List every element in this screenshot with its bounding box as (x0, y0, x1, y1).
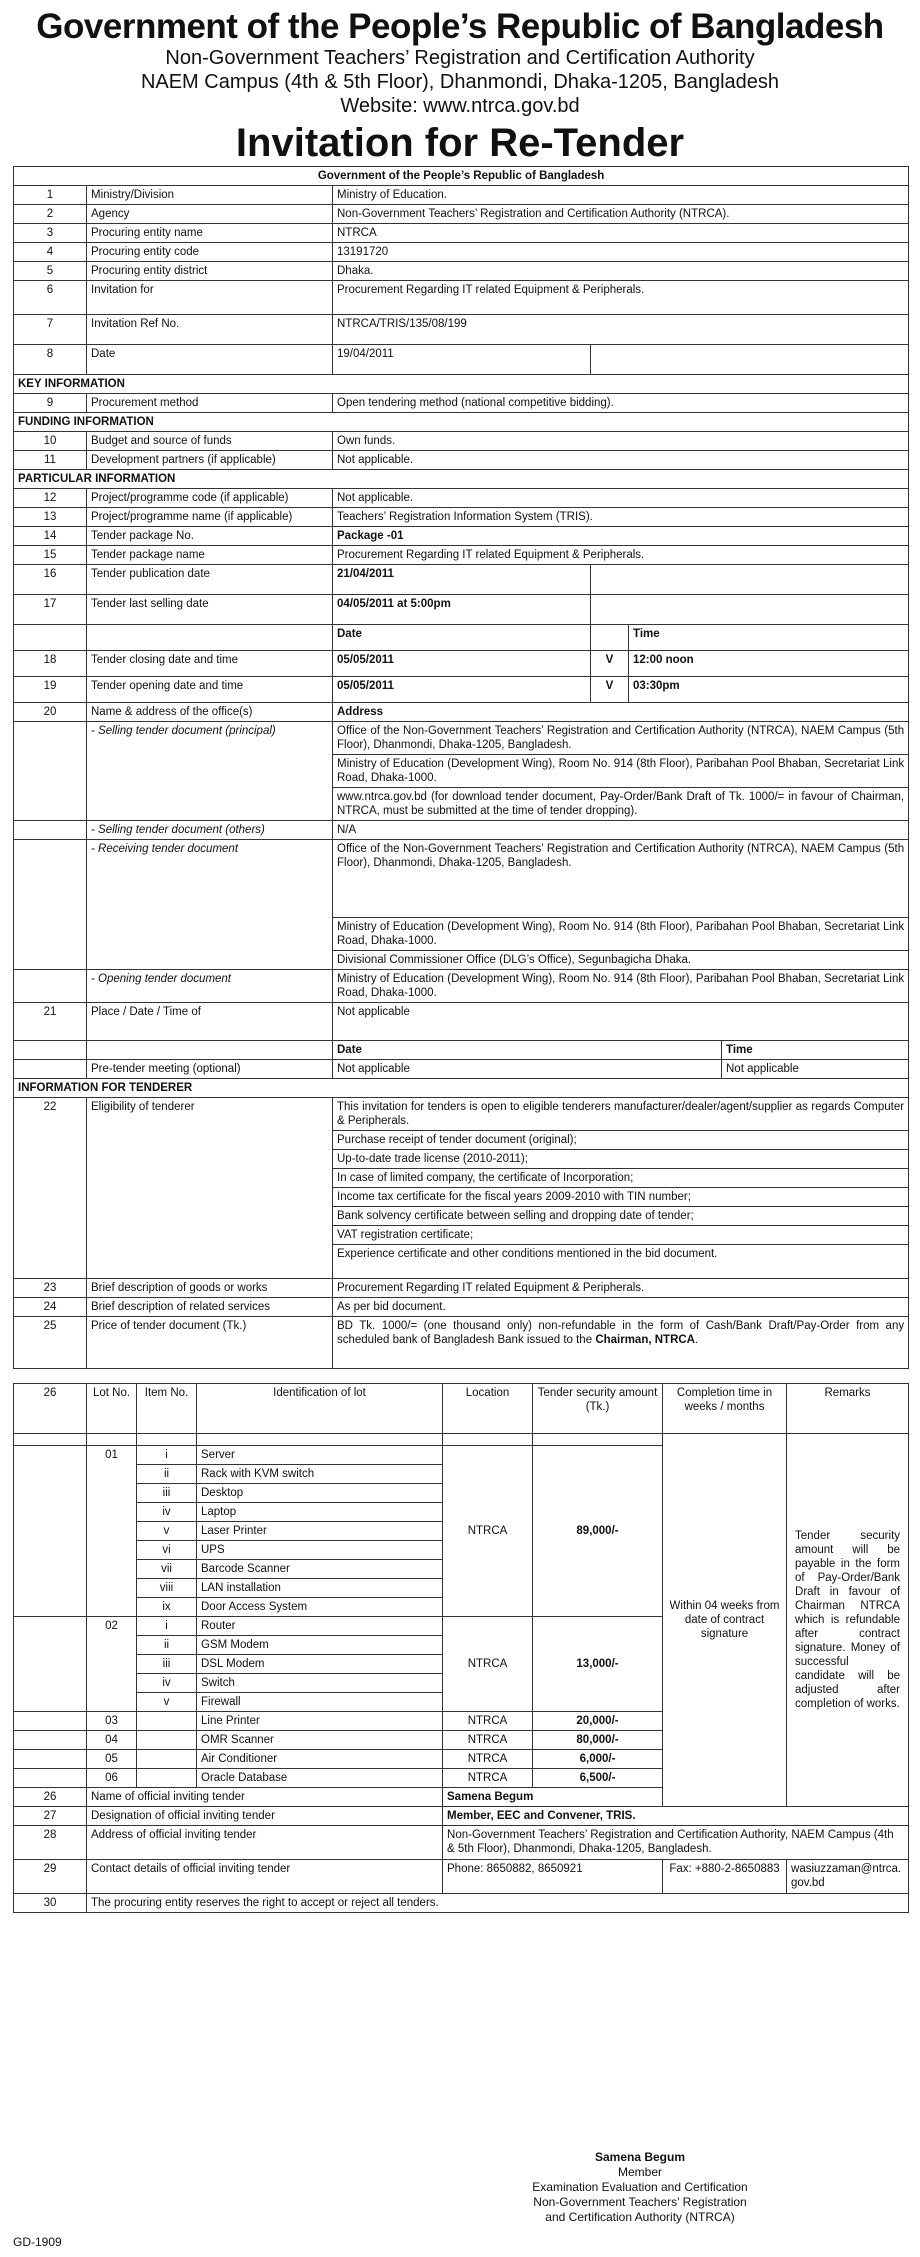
table-cell: 5 (14, 262, 87, 281)
table-cell: Brief description of goods or works (87, 1279, 333, 1298)
table-cell: Package -01 (333, 527, 909, 546)
table-cell: vi (137, 1541, 197, 1560)
table-cell: Project/programme code (if applicable) (87, 489, 333, 508)
table-cell: 24 (14, 1298, 87, 1317)
table-row (14, 625, 909, 651)
table-cell: Tender closing date and time (87, 651, 333, 677)
table-cell: 13191720 (333, 243, 909, 262)
table-row (14, 595, 909, 625)
table-cell: Brief description of related services (87, 1298, 333, 1317)
table-cell: Procuring entity code (87, 243, 333, 262)
table-cell: - Receiving tender document (87, 840, 333, 970)
table-cell: Dhaka. (333, 262, 909, 281)
table-cell (14, 1060, 87, 1079)
table-row (14, 1003, 909, 1041)
table-row (14, 1894, 909, 1913)
table-cell: iv (137, 1674, 197, 1693)
table-cell: Date (87, 345, 333, 375)
table-cell: 10 (14, 432, 87, 451)
table-cell (137, 1769, 197, 1788)
table-cell: 18 (14, 651, 87, 677)
table-cell: viii (137, 1579, 197, 1598)
table-cell: LAN installation (197, 1579, 443, 1598)
table-cell: NTRCA (443, 1769, 533, 1788)
table-cell (137, 1731, 197, 1750)
table-cell: 8 (14, 345, 87, 375)
table-row (14, 489, 909, 508)
table-cell: 12 (14, 489, 87, 508)
table-cell: 26 (14, 1788, 87, 1807)
table-cell: 23 (14, 1279, 87, 1298)
table-cell: 19 (14, 677, 87, 703)
table-cell: Up-to-date trade license (2010-2011); (333, 1150, 909, 1169)
table-cell (14, 821, 87, 840)
table-cell: Contact details of official inviting tender (87, 1860, 443, 1894)
table-cell: 02 (87, 1617, 137, 1712)
table-cell: Server (197, 1446, 443, 1465)
table-row (14, 565, 909, 595)
table-cell: Open tendering method (national competitive bidding). (333, 394, 909, 413)
signatory-name: Samena Begum (594, 2150, 686, 2164)
table-cell: www.ntrca.gov.bd (for download tender document, Pay-Order/Bank Draft of Tk. 1000/= in favour of Chairman, NTRCA, must be submitted at the time of tender dropping). (333, 788, 909, 821)
table-cell: 01 (87, 1446, 137, 1617)
table-cell: 7 (14, 315, 87, 345)
table-cell: Time (722, 1041, 909, 1060)
table-row (14, 703, 909, 722)
table-cell: 29 (14, 1860, 87, 1894)
table-row (14, 1384, 909, 1434)
notice-title: Invitation for Re-Tender (235, 121, 685, 165)
table-cell (14, 1731, 87, 1750)
table-cell: The procuring entity reserves the right to accept or reject all tenders. (87, 1894, 909, 1913)
table-cell: Agency (87, 205, 333, 224)
table-cell: Non-Government Teachers’ Registration and Certification Authority, NAEM Campus (4th & 5th Floor), Dhanmondi, Dhaka-1205, Bangladesh. (443, 1826, 909, 1860)
table-cell: OMR Scanner (197, 1731, 443, 1750)
table-row (14, 262, 909, 281)
table-cell: Procurement Regarding IT related Equipment & Peripherals. (333, 1279, 909, 1298)
table-cell: Address of official inviting tender (87, 1826, 443, 1860)
table-cell: Development partners (if applicable) (87, 451, 333, 470)
table-cell: Oracle Database (197, 1769, 443, 1788)
authority-name: Non-Government Teachers’ Registration and Certification Authority (165, 47, 755, 69)
table-cell: 27 (14, 1807, 87, 1826)
table-cell: ii (137, 1465, 197, 1484)
table-cell: V (591, 651, 629, 677)
signature-block: Samena Begum Member Examination Evaluation and Certification Non-Government Teachers’ Registration and Certification Authority (NTRCA) (520, 2150, 760, 2225)
table-cell: 4 (14, 243, 87, 262)
table-row (14, 205, 909, 224)
table-cell (137, 1750, 197, 1769)
table-cell (14, 840, 87, 970)
table-cell: Line Printer (197, 1712, 443, 1731)
table-cell (14, 625, 87, 651)
table-cell: Not applicable. (333, 489, 909, 508)
table-row (14, 315, 909, 345)
table-row (14, 840, 909, 918)
table-row (14, 451, 909, 470)
table-cell: Not applicable. (333, 451, 909, 470)
table-cell: VAT registration certificate; (333, 1226, 909, 1245)
table-cell: 13 (14, 508, 87, 527)
table-cell: Bank solvency certificate between selling and dropping date of tender; (333, 1207, 909, 1226)
table-cell: 11 (14, 451, 87, 470)
table-cell: Ministry/Division (87, 186, 333, 205)
table-cell: ii (137, 1636, 197, 1655)
notice-header (0, 0, 920, 166)
table-cell: UPS (197, 1541, 443, 1560)
table-row (14, 394, 909, 413)
table-cell: 1 (14, 186, 87, 205)
table-cell: Eligibility of tenderer (87, 1098, 333, 1279)
table-cell (14, 1750, 87, 1769)
table-cell: 20,000/- (533, 1712, 663, 1731)
table-cell: Pre-tender meeting (optional) (87, 1060, 333, 1079)
table-cell: Date (333, 1041, 722, 1060)
table-cell: 03:30pm (629, 677, 909, 703)
table-cell: Rack with KVM switch (197, 1465, 443, 1484)
table-row (14, 1434, 909, 1446)
table-cell: Firewall (197, 1693, 443, 1712)
table-cell: Router (197, 1617, 443, 1636)
table-row (14, 1279, 909, 1298)
table-cell: Phone: 8650882, 8650921 (443, 1860, 663, 1894)
table-cell: Procurement Regarding IT related Equipment & Peripherals. (333, 546, 909, 565)
table-cell: Not applicable (333, 1003, 909, 1041)
table-cell: 2 (14, 205, 87, 224)
table-row (14, 1317, 909, 1369)
table-cell: Teachers’ Registration Information System (TRIS). (333, 508, 909, 527)
table-cell: iii (137, 1484, 197, 1503)
lots-table (13, 1383, 909, 1913)
table-cell: v (137, 1522, 197, 1541)
table-cell: v (137, 1693, 197, 1712)
table-cell: - Selling tender document (others) (87, 821, 333, 840)
table-row (14, 1041, 909, 1060)
table-cell: Place / Date / Time of (87, 1003, 333, 1041)
table-cell: Item No. (137, 1384, 197, 1434)
table-row (14, 167, 909, 186)
table-cell: 04/05/2011 at 5:00pm (333, 595, 591, 625)
table-cell: Air Conditioner (197, 1750, 443, 1769)
tender-table (13, 166, 909, 1369)
table-cell: Income tax certificate for the fiscal years 2009-2010 with TIN number; (333, 1188, 909, 1207)
table-cell: Lot No. (87, 1384, 137, 1434)
table-cell (137, 1712, 197, 1731)
table-cell (533, 1434, 663, 1446)
table-cell: ix (137, 1598, 197, 1617)
table-cell: Fax: +880-2-8650883 (663, 1860, 787, 1894)
table-cell: Desktop (197, 1484, 443, 1503)
table-cell: Time (629, 625, 909, 651)
table-cell: 16 (14, 565, 87, 595)
table-cell: Laser Printer (197, 1522, 443, 1541)
table-cell (591, 565, 909, 595)
table-row (14, 1060, 909, 1079)
table-cell: 17 (14, 595, 87, 625)
table-cell: NTRCA (443, 1731, 533, 1750)
table-cell: 28 (14, 1826, 87, 1860)
table-cell: 30 (14, 1894, 87, 1913)
table-cell: Non-Government Teachers’ Registration and Certification Authority (NTRCA). (333, 205, 909, 224)
table-cell (14, 1434, 87, 1446)
table-cell: 03 (87, 1712, 137, 1731)
section-title: FUNDING INFORMATION (14, 413, 909, 432)
table-cell: 21/04/2011 (333, 565, 591, 595)
table-cell (14, 1712, 87, 1731)
table-row (14, 1826, 909, 1860)
table-cell (87, 1041, 333, 1060)
table-row (14, 186, 909, 205)
table-cell: Budget and source of funds (87, 432, 333, 451)
table-cell: Tender security amount will be payable in the form of Pay-Order/Bank Draft in favour of Chairman NTRCA which is refundable after contract signature. Money of successful candidate will be adjusted after completion of works. (787, 1434, 909, 1807)
table-cell: This invitation for tenders is open to eligible tenderers manufacturer/dealer/agent/supplier as regards Computer & Peripherals. (333, 1098, 909, 1131)
table-cell: Office of the Non-Government Teachers’ Registration and Certification Authority (NTRCA), NAEM Campus (5th Floor), Dhanmondi, Dhaka-1205, Bangladesh. (333, 840, 909, 918)
table-row (14, 345, 909, 375)
table-row (14, 970, 909, 1003)
table-cell (591, 625, 629, 651)
table-cell: Office of the Non-Government Teachers’ Registration and Certification Authority (NTRCA), NAEM Campus (5th Floor), Dhanmondi, Dhaka-1205, Bangladesh. (333, 722, 909, 755)
table-cell: Ministry of Education (Development Wing), Room No. 914 (8th Floor), Paribahan Pool Bhaban, Secretariat Link Road, Dhaka-1000. (333, 755, 909, 788)
table-cell: Tender last selling date (87, 595, 333, 625)
table-cell: As per bid document. (333, 1298, 909, 1317)
table-cell: 15 (14, 546, 87, 565)
table-cell: Tender package name (87, 546, 333, 565)
table-cell (14, 1041, 87, 1060)
table-cell: 6,500/- (533, 1769, 663, 1788)
table-row (14, 821, 909, 840)
table-cell: Name & address of the office(s) (87, 703, 333, 722)
table-cell: Remarks (787, 1384, 909, 1434)
table-cell: NTRCA (443, 1617, 533, 1712)
table-cell: vii (137, 1560, 197, 1579)
table-cell: 25 (14, 1317, 87, 1369)
table-cell: Member, EEC and Convener, TRIS. (443, 1807, 909, 1826)
table-cell: V (591, 677, 629, 703)
table-caption: Government of the People’s Republic of Bangladesh (14, 167, 909, 186)
table-row (14, 1788, 909, 1807)
table-row (14, 432, 909, 451)
table-row (14, 546, 909, 565)
table-row (14, 243, 909, 262)
table-cell: Completion time in weeks / months (663, 1384, 787, 1434)
table-cell: Project/programme name (if applicable) (87, 508, 333, 527)
table-cell: wasiuzzaman@ntrca.gov.bd (787, 1860, 909, 1894)
table-cell: Tender opening date and time (87, 677, 333, 703)
table-cell: 05/05/2011 (333, 677, 591, 703)
table-row (14, 1860, 909, 1894)
table-cell: 3 (14, 224, 87, 243)
table-cell: Price of tender document (Tk.) (87, 1317, 333, 1369)
table-cell: In case of limited company, the certificate of Incorporation; (333, 1169, 909, 1188)
table-cell: NTRCA/TRIS/135/08/199 (333, 315, 909, 345)
table-cell: Tender security amount (Tk.) (533, 1384, 663, 1434)
table-cell: 06 (87, 1769, 137, 1788)
table-cell: NTRCA (333, 224, 909, 243)
table-cell: Date (333, 625, 591, 651)
table-cell: 26 (14, 1384, 87, 1434)
table-cell: 19/04/2011 (333, 345, 591, 375)
table-cell: Procurement Regarding IT related Equipment & Peripherals. (333, 281, 909, 315)
authority-address: NAEM Campus (4th & 5th Floor), Dhanmondi, Dhaka-1205, Bangladesh (140, 71, 780, 93)
table-cell: 6,000/- (533, 1750, 663, 1769)
table-row (14, 1098, 909, 1131)
table-row (14, 651, 909, 677)
table-cell: Divisional Commissioner Office (DLG’s Office), Segunbagicha Dhaka. (333, 951, 909, 970)
table-cell (14, 1617, 87, 1712)
table-cell (137, 1434, 197, 1446)
table-cell: Designation of official inviting tender (87, 1807, 443, 1826)
table-cell (87, 1434, 137, 1446)
table-cell: Tender package No. (87, 527, 333, 546)
section-title: KEY INFORMATION (14, 375, 909, 394)
table-cell: - Selling tender document (principal) (87, 722, 333, 821)
table-cell: 9 (14, 394, 87, 413)
table-cell: Location (443, 1384, 533, 1434)
table-cell: Own funds. (333, 432, 909, 451)
table-cell: Tender publication date (87, 565, 333, 595)
table-cell: Experience certificate and other conditions mentioned in the bid document. (333, 1245, 909, 1279)
table-cell (197, 1434, 443, 1446)
table-cell: Invitation for (87, 281, 333, 315)
table-row (14, 722, 909, 755)
table-cell: 21 (14, 1003, 87, 1041)
table-cell: N/A (333, 821, 909, 840)
table-row (14, 527, 909, 546)
table-cell: i (137, 1617, 197, 1636)
table-cell: Not applicable (333, 1060, 722, 1079)
table-cell: 14 (14, 527, 87, 546)
table-cell (87, 625, 333, 651)
table-cell: Identification of lot (197, 1384, 443, 1434)
country-heading: Government of the People’s Republic of Bangladesh (36, 7, 884, 46)
table-cell: Ministry of Education. (333, 186, 909, 205)
table-cell: Invitation Ref No. (87, 315, 333, 345)
table-cell: Ministry of Education (Development Wing), Room No. 914 (8th Floor), Paribahan Pool Bhaban, Secretariat Link Road, Dhaka-1000. (333, 918, 909, 951)
table-row (14, 508, 909, 527)
table-cell: 12:00 noon (629, 651, 909, 677)
table-row (14, 677, 909, 703)
table-cell: GSM Modem (197, 1636, 443, 1655)
table-cell: Not applicable (722, 1060, 909, 1079)
table-cell: Door Access System (197, 1598, 443, 1617)
table-cell: Procurement method (87, 394, 333, 413)
table-cell: 6 (14, 281, 87, 315)
table-cell: Name of official inviting tender (87, 1788, 443, 1807)
table-cell (14, 1446, 87, 1617)
table-cell: - Opening tender document (87, 970, 333, 1003)
table-cell: NTRCA (443, 1712, 533, 1731)
table-row (14, 281, 909, 315)
table-cell: iv (137, 1503, 197, 1522)
table-cell: BD Tk. 1000/= (one thousand only) non-refundable in the form of Cash/Bank Draft/Pay-Order from any scheduled bank of Bangladesh Bank issued to the Chairman, NTRCA. (333, 1317, 909, 1369)
table-cell: iii (137, 1655, 197, 1674)
ad-code: GD-1909 (13, 2235, 62, 2249)
table-row (14, 470, 909, 489)
table-cell: Barcode Scanner (197, 1560, 443, 1579)
table-cell: Within 04 weeks from date of contract signature (663, 1434, 787, 1807)
table-cell (591, 595, 909, 625)
table-cell: Purchase receipt of tender document (original); (333, 1131, 909, 1150)
table-row (14, 1298, 909, 1317)
table-cell: 05 (87, 1750, 137, 1769)
table-row (14, 375, 909, 394)
section-title: PARTICULAR INFORMATION (14, 470, 909, 489)
table-cell (14, 722, 87, 821)
table-cell: 13,000/- (533, 1617, 663, 1712)
table-cell (591, 345, 909, 375)
table-cell: 05/05/2011 (333, 651, 591, 677)
table-cell: i (137, 1446, 197, 1465)
table-cell: Switch (197, 1674, 443, 1693)
table-cell: Ministry of Education (Development Wing), Room No. 914 (8th Floor), Paribahan Pool Bhaban, Secretariat Link Road, Dhaka-1000. (333, 970, 909, 1003)
table-row (14, 1807, 909, 1826)
section-title: INFORMATION FOR TENDERER (14, 1079, 909, 1098)
website: Website: www.ntrca.gov.bd (340, 95, 580, 117)
table-cell: NTRCA (443, 1750, 533, 1769)
table-cell (14, 1769, 87, 1788)
table-cell: Samena Begum (443, 1788, 909, 1807)
table-row (14, 413, 909, 432)
table-cell: 89,000/- (533, 1446, 663, 1617)
table-cell: Procuring entity name (87, 224, 333, 243)
table-cell: 22 (14, 1098, 87, 1279)
table-row (14, 224, 909, 243)
table-cell: Address (333, 703, 909, 722)
table-cell (443, 1434, 533, 1446)
table-cell: Laptop (197, 1503, 443, 1522)
table-cell: 80,000/- (533, 1731, 663, 1750)
table-cell: 04 (87, 1731, 137, 1750)
table-cell: DSL Modem (197, 1655, 443, 1674)
table-row (14, 1079, 909, 1098)
table-cell: 20 (14, 703, 87, 722)
table-cell: Procuring entity district (87, 262, 333, 281)
table-cell: NTRCA (443, 1446, 533, 1617)
table-cell (14, 970, 87, 1003)
